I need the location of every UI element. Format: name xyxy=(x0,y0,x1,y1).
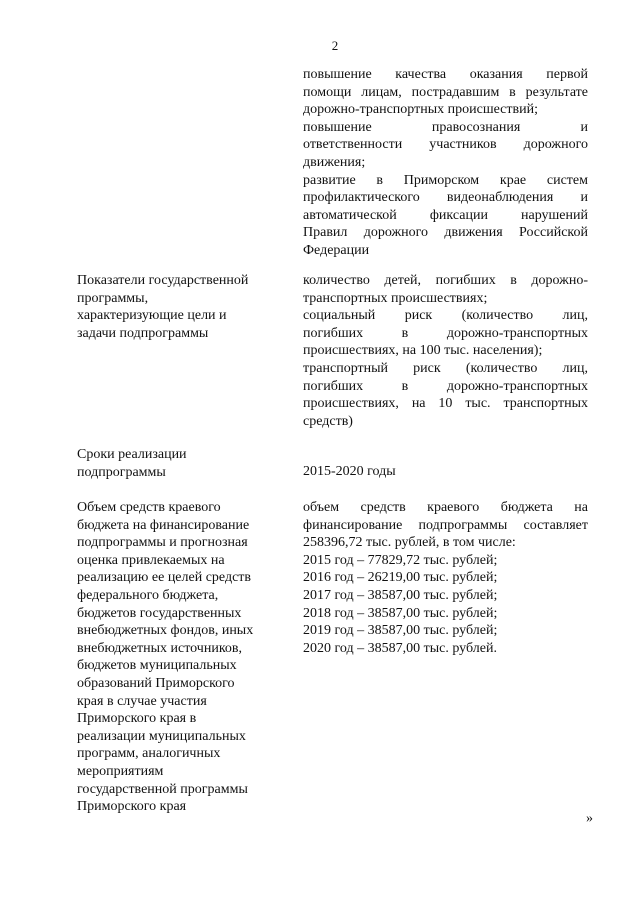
text-line: 2020 год – 38587,00 тыс. рублей. xyxy=(303,640,497,656)
text-line: происшествиях, на 10 тыс. транспортных xyxy=(303,396,588,412)
text-line: 2016 год – 26219,00 тыс. рублей; xyxy=(303,570,498,586)
label-line: реализации муниципальных xyxy=(77,728,246,744)
text-line: количество детей, погибших в дорожно- xyxy=(303,273,588,288)
indicators-label xyxy=(77,272,277,342)
text-line: финансирование подпрограммы составляет xyxy=(303,517,588,533)
page-number: 2 xyxy=(331,38,339,53)
label-line: Приморского края в xyxy=(77,711,197,727)
label-line: оценка привлекаемых на xyxy=(77,552,225,568)
label-line: края в случае участия xyxy=(77,693,207,709)
text-line: объем средств краевого бюджета на xyxy=(303,500,588,515)
text-line: 2017 год – 38587,00 тыс. рублей; xyxy=(303,587,498,603)
text-line: дорожно-транспортных происшествий; xyxy=(303,102,538,118)
text-line: транспортных происшествиях; xyxy=(303,290,488,306)
text-line: профилактического видеонаблюдения и xyxy=(303,190,588,206)
text-line: 258396,72 тыс. рублей, в том числе: xyxy=(303,535,516,551)
text-line: погибших в дорожно-транспортных xyxy=(303,325,588,341)
label-line: внебюджетных источников, xyxy=(77,640,243,656)
text-line: транспортный риск (количество лиц, xyxy=(303,360,588,376)
terms-label xyxy=(77,446,277,481)
closing-quote: » xyxy=(586,811,593,826)
label-line: внебюджетных фондов, иных xyxy=(77,623,254,639)
label-line: Показатели государственной xyxy=(77,273,249,288)
label-line: бюджетов муниципальных xyxy=(77,658,237,674)
text-line: Правил дорожного движения Российской xyxy=(303,225,588,241)
label-line: подпрограммы xyxy=(77,464,166,480)
label-line: образований Приморского xyxy=(77,675,235,691)
text-line: автоматической фиксации нарушений xyxy=(303,207,588,223)
label-line: бюджетов государственных xyxy=(77,605,242,621)
text-line: повышение правосознания и xyxy=(303,119,588,135)
label-line: Объем средств краевого xyxy=(77,500,221,515)
label-line: Приморского края xyxy=(77,799,187,815)
text-line: происшествиях, на 100 тыс. населения); xyxy=(303,343,543,359)
text-line: 2018 год – 38587,00 тыс. рублей; xyxy=(303,605,498,621)
text-line: помощи лицам, пострадавшим в результате xyxy=(303,84,588,100)
label-line: бюджета на финансирование xyxy=(77,517,250,533)
text-line: 2019 год – 38587,00 тыс. рублей; xyxy=(303,623,498,639)
label-line: Сроки реализации xyxy=(77,447,187,462)
goals-continued-text xyxy=(303,66,588,260)
funding-value xyxy=(303,499,588,657)
text-line: ответственности участников дорожного xyxy=(303,137,588,153)
text-line: Федерации xyxy=(303,242,370,258)
text-line: погибших в дорожно-транспортных xyxy=(303,378,588,394)
text-line: 2015 год – 77829,72 тыс. рублей; xyxy=(303,552,498,568)
text-line: 2015-2020 годы xyxy=(303,464,396,479)
text-line: движения; xyxy=(303,154,366,170)
text-line: средств) xyxy=(303,413,353,429)
text-line: социальный риск (количество лиц, xyxy=(303,308,588,324)
text-line: развитие в Приморском крае систем xyxy=(303,172,588,188)
label-line: подпрограммы и прогнозная xyxy=(77,535,248,551)
label-line: реализацию ее целей средств xyxy=(77,570,252,586)
text-line: повышение качества оказания первой xyxy=(303,67,588,82)
indicators-value xyxy=(303,272,588,430)
funding-label xyxy=(77,499,277,816)
label-line: задачи подпрограммы xyxy=(77,325,209,341)
label-line: мероприятиям xyxy=(77,763,164,779)
label-line: программы, xyxy=(77,290,149,306)
label-line: федерального бюджета, xyxy=(77,587,219,603)
label-line: программ, аналогичных xyxy=(77,746,221,762)
terms-value xyxy=(303,463,588,481)
label-line: характеризующие цели и xyxy=(77,308,227,324)
label-line: государственной программы xyxy=(77,781,248,797)
